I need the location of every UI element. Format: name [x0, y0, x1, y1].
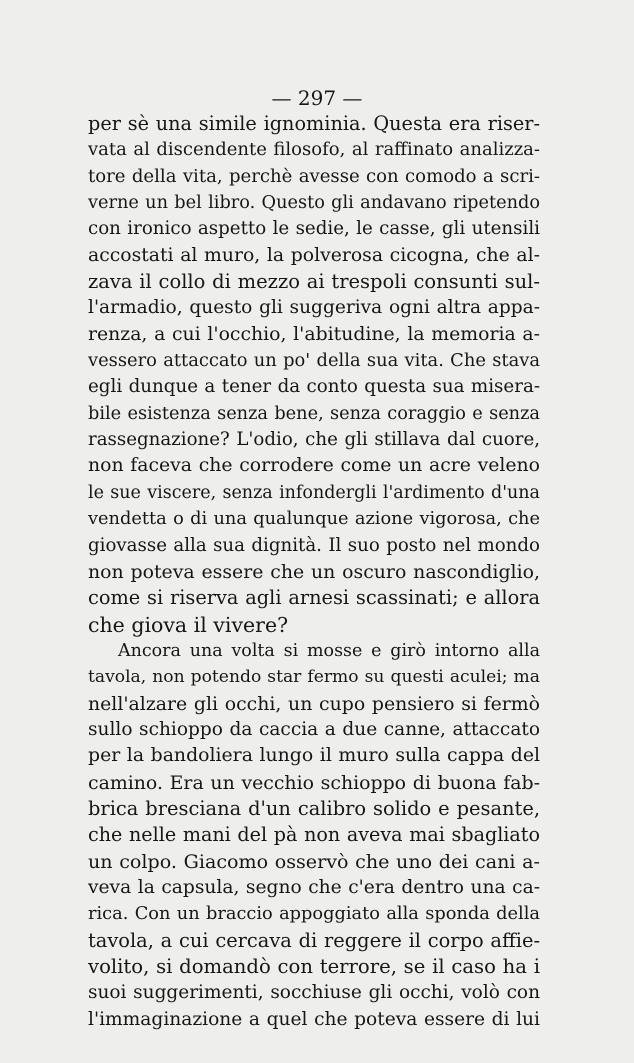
- text-line: l'armadio, questo gli suggeriva ogni altra appa-: [88, 297, 540, 319]
- text-line: come si riserva agli arnesi scassinati; e allora: [88, 586, 540, 610]
- text-line: rica. Con un braccio appoggiato alla sponda della: [88, 904, 540, 925]
- text-line: egli dunque a tener da conto questa sua misera-: [88, 376, 540, 398]
- text-line: nell'alzare gli occhi, un cupo pensiero si fermò: [88, 692, 540, 715]
- text-line: vata al discendente filosofo, al raffinato analizza-: [88, 139, 540, 161]
- text-line: per la bandoliera lungo il muro sulla cappa del: [88, 745, 540, 767]
- paragraph: [88, 638, 540, 1033]
- text-line: zava il collo di mezzo ai trespoli consunti sul-: [88, 270, 540, 294]
- text-line: non faceva che corrodere come un acre veleno: [88, 455, 540, 477]
- text-line: verne un bel libro. Questo gli andavano ripetendo: [88, 193, 540, 214]
- text-line: camino. Era un vecchio schioppo di buona fab-: [88, 771, 540, 794]
- text-line: tavola, a cui cercava di reggere il corpo affie-: [88, 928, 540, 952]
- page-text: [88, 111, 540, 1033]
- text-line: accostati al muro, la polverosa cicogna, che al-: [88, 244, 540, 266]
- text-line: che giova il vivere?: [88, 612, 289, 637]
- text-line: tavola, non potendo star fermo su questi aculei; ma: [88, 667, 540, 688]
- text-line: tore della vita, perchè avesse con comodo a scri-: [88, 165, 540, 187]
- paragraph: [88, 111, 540, 638]
- text-line: vessero attaccato un po' della sua vita. Che stava: [88, 350, 540, 372]
- text-line: l'immaginazione a quel che poteva essere di lui: [88, 1008, 540, 1030]
- page-number: — 297 —: [271, 86, 363, 110]
- text-line: sullo schioppo da caccia a due canne, attaccato: [88, 718, 540, 740]
- text-line: vendetta o di una qualunque azione vigorosa, che: [88, 509, 540, 530]
- text-line: volito, si domandò con terrore, se il caso ha i: [88, 955, 540, 978]
- text-line: suoi suggerimenti, socchiuse gli occhi, volò con: [88, 982, 540, 1004]
- text-line: che nelle mani del pà non aveva mai sbagliato: [88, 823, 540, 847]
- text-line: non poteva essere che un oscuro nascondiglio,: [88, 560, 540, 583]
- text-line: brica bresciana d'un calibro solido e pesante,: [88, 796, 540, 820]
- text-line: renza, a cui l'occhio, l'abitudine, la memoria a-: [88, 323, 540, 345]
- text-line: con ironico aspetto le sedie, le casse, gli utensili: [88, 218, 540, 240]
- text-line: un colpo. Giacomo osservò che uno dei cani a-: [88, 850, 540, 873]
- text-line: per sè una simile ignominia. Questa era riser-: [88, 112, 540, 135]
- text-line: rassegnazione? L'odio, che gli stillava dal cuore,: [88, 429, 540, 451]
- text-line: Ancora una volta si mosse e girò intorno alla: [118, 640, 540, 661]
- text-line: le sue viscere, senza infondergli l'ardimento d'una: [88, 482, 540, 503]
- text-line: veva la capsula, segno che c'era dentro una ca-: [88, 876, 540, 898]
- text-line: bile esistenza senza bene, senza coraggio e senza: [88, 403, 540, 424]
- text-line: giovasse alla sua dignità. Il suo posto nel mondo: [88, 534, 540, 556]
